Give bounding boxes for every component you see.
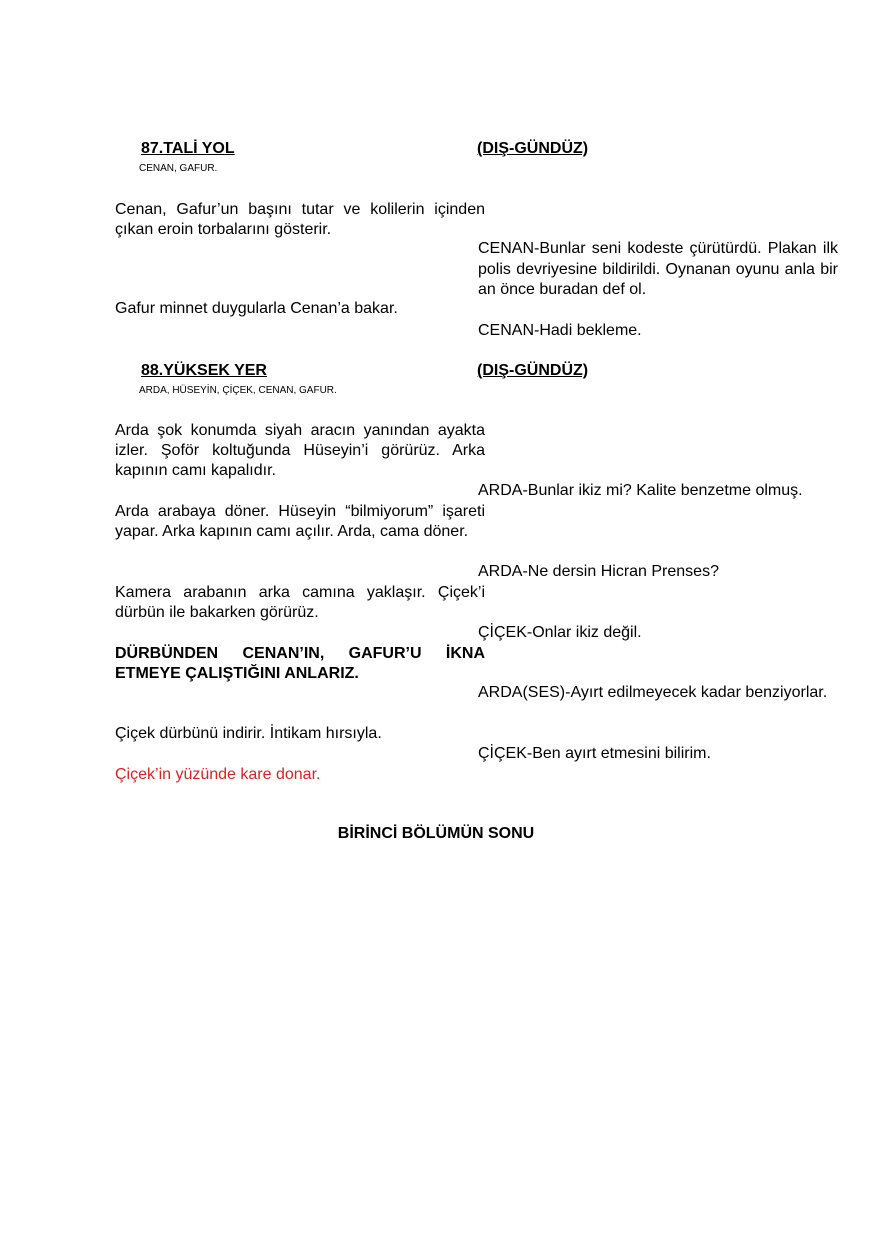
- scene-87-heading-left: 87.TALİ YOL: [141, 140, 235, 157]
- scene-88-action-4: DÜRBÜNDEN CENAN’IN, GAFUR’U İKNA ETMEYE ÇALIŞTIĞINI ANLARIZ.: [115, 645, 485, 682]
- scene-88-action-5: Çiçek dürbünü indirir. İntikam hırsıyla.: [115, 725, 382, 742]
- scene-88-dialogue-2: ARDA-Ne dersin Hicran Prenses?: [478, 563, 719, 580]
- scene-87-heading-right: (DIŞ-GÜNDÜZ): [477, 140, 589, 157]
- scene-88-action-6: Çiçek’in yüzünde kare donar.: [115, 766, 321, 783]
- scene-87-action-2: Gafur minnet duygularla Cenan’a bakar.: [115, 300, 398, 317]
- scene-88-heading-left: 88.YÜKSEK YER: [141, 362, 267, 379]
- scene-88-dialogue-4: ARDA(SES)-Ayırt edilmeyecek kadar benziyorlar.: [478, 684, 828, 701]
- scene-88-heading-right: (DIŞ-GÜNDÜZ): [477, 362, 589, 379]
- scene-88-dialogue-3: ÇİÇEK-Onlar ikiz değil.: [478, 624, 642, 641]
- scene-87-dialogue-2: CENAN-Hadi bekleme.: [478, 322, 642, 339]
- scene-87-dialogue-1: CENAN-Bunlar seni kodeste çürütürdü. Plakan ilk polis devriyesine bildirildi. Oynanan oyunu anla bir an önce buradan def ol.: [478, 240, 838, 298]
- scene-87-cast: CENAN, GAFUR.: [139, 163, 218, 174]
- scene-88-action-3: Kamera arabanın arka camına yaklaşır. Çiçek’i dürbün ile bakarken görürüz.: [115, 584, 485, 621]
- scene-87-action-1: Cenan, Gafur’un başını tutar ve kolilerin içinden çıkan eroin torbalarını gösterir.: [115, 201, 485, 238]
- scene-88-dialogue-5: ÇİÇEK-Ben ayırt etmesini bilirim.: [478, 745, 711, 762]
- scene-88-action-2: Arda arabaya döner. Hüseyin “bilmiyorum” işareti yapar. Arka kapının camı açılır. Arda, cama döner.: [115, 503, 485, 540]
- scene-88-dialogue-1: ARDA-Bunlar ikiz mi? Kalite benzetme olmuş.: [478, 482, 803, 499]
- end-title: BİRİNCİ BÖLÜMÜN SONU: [337, 825, 535, 842]
- scene-88-action-1: Arda şok konumda siyah aracın yanından ayakta izler. Şoför koltuğunda Hüseyin’i görürüz. Arka kapının camı kapalıdır.: [115, 422, 485, 479]
- scene-88-cast: ARDA, HÜSEYİN, ÇİÇEK, CENAN, GAFUR.: [139, 385, 337, 396]
